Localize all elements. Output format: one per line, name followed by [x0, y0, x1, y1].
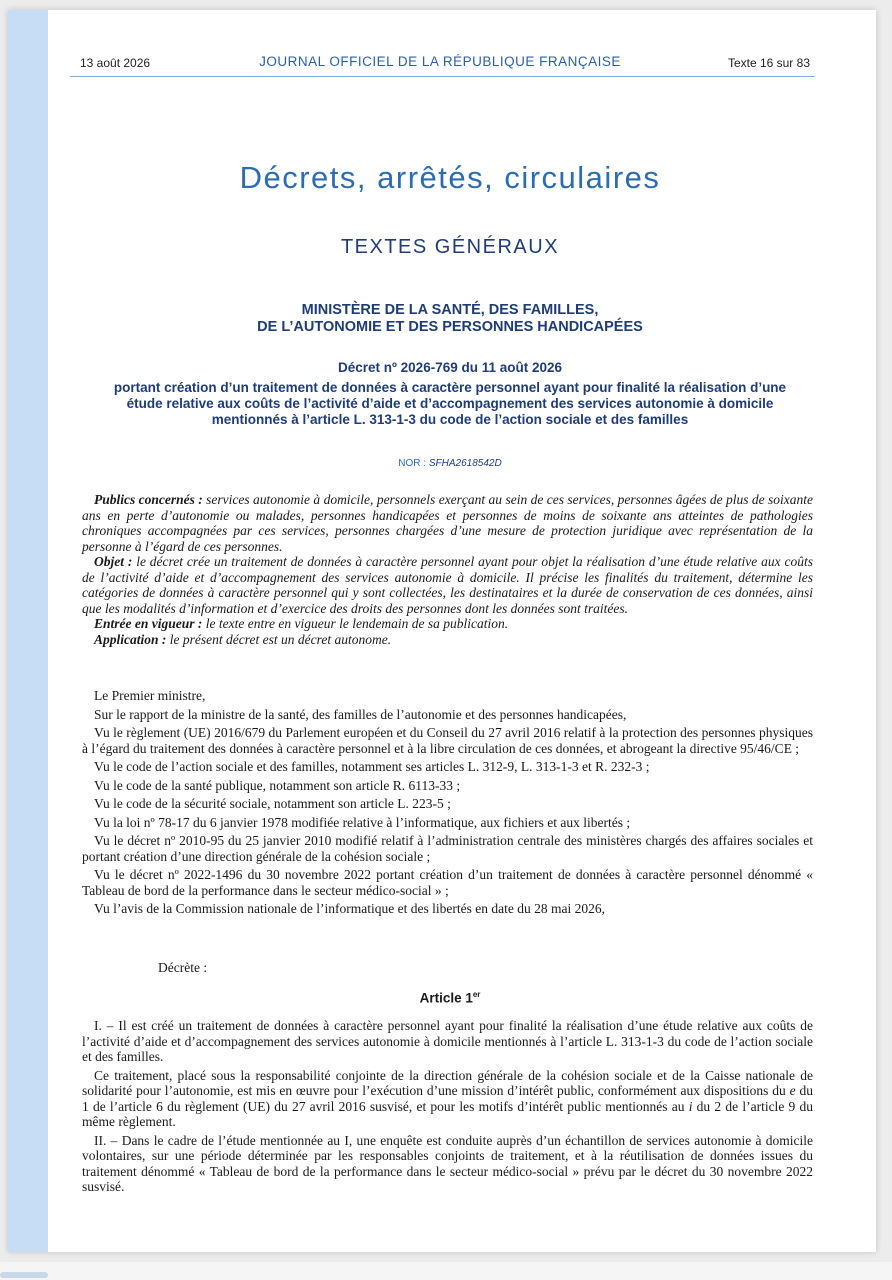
article-heading-sup: er	[472, 990, 481, 999]
header-date: 13 août 2026	[80, 56, 151, 70]
article-p2-part-b: du 1 de l’article 6 du règlement (UE) du 27 avril 2016 susvisé, et pour les motifs d’intérêt public mentionnés au	[82, 1083, 814, 1114]
article-paragraph: I. – Il est créé un traitement de données à caractère personnel ayant pour finalité la réalisation d’une étude relative aux coûts de l’activité d’aide et d’accompagnement des services autonomie à domicile mentionnés à l’article L. 313-1-3 du code de l’action sociale et des familles.	[82, 1018, 813, 1064]
summary-application-text: le présent décret est un décret autonome.	[166, 631, 392, 647]
nor-reference	[60, 458, 840, 469]
decree-title: portant création d’un traitement de données à caractère personnel ayant pour finalité la réalisation d’une étude relative aux coûts de l’activité d’aide et d’accompagnement des services autonomie à domicile mentionnés à l’article L. 313-1-3 du code de l’action sociale et des familles	[113, 380, 787, 427]
ministry-line-2: DE L’AUTONOMIE ET DES PERSONNES HANDICAPÉES	[257, 319, 643, 335]
section-title: TEXTES GÉNÉRAUX	[340, 236, 560, 258]
article-paragraph: II. – Dans le cadre de l’étude mentionnée au I, une enquête est conduite auprès d’un échantillon de services autonomie à domicile volontaires, sur une période déterminée par les responsables conjoints de traitement, et à la réutilisation de données issues du traitement dénommé « Tableau de bord de la performance dans le secteur médico-social » prévu par le décret du 30 novembre 2022 susvisé.	[82, 1132, 813, 1194]
header-journal-title: JOURNAL OFFICIEL DE LA RÉPUBLIQUE FRANÇAISE	[259, 54, 621, 69]
page-header	[70, 52, 810, 74]
ministry-name	[60, 302, 840, 336]
preamble-paragraph: Le Premier ministre,	[94, 688, 206, 703]
summary-entree-label: Entrée en vigueur :	[94, 616, 203, 631]
preamble-paragraph: Vu la loi nº 78-17 du 6 janvier 1978 modifiée relative à l’informatique, aux fichiers et aux libertés ;	[94, 814, 631, 830]
article-p2-letter-i: i	[688, 1098, 693, 1114]
article-p2-part-a: Ce traitement, placé sous la responsabilité conjointe de la direction générale de la cohésion sociale et de la Caisse nationale de solidarité pour l’autonomie, est mis en œuvre pour l’exécution d’une mission d’intérêt public, conformément aux dispositions du	[82, 1067, 813, 1098]
summary-application-label: Application :	[94, 631, 167, 647]
article-heading-text: Article 1	[419, 990, 473, 1006]
preamble-paragraph: Vu le décret nº 2022-1496 du 30 novembre 2022 portant création d’un traitement de données à caractère personnel dénommé « Tableau de bord de la performance dans le secteur médico-social » ;	[82, 867, 813, 898]
article-paragraph	[82, 1068, 813, 1130]
preamble-paragraph: Vu le code de la santé publique, notamment son article R. 6113-33 ;	[94, 777, 461, 793]
summary-publics-label: Publics concernés :	[94, 492, 203, 507]
preamble-paragraph: Vu l’avis de la Commission nationale de l’informatique et des libertés en date du 28 mai 2026,	[94, 901, 605, 916]
preamble-paragraph: Vu le code de l’action sociale et des familles, notamment ses articles L. 312-9, L. 313-1-3 et R. 232-3 ;	[94, 759, 650, 774]
decree-number: Décret nº 2026-769 du 11 août 2026	[337, 360, 563, 375]
nor-label: NOR :	[398, 458, 429, 469]
preamble-paragraph: Vu le règlement (UE) 2016/679 du Parlement européen et du Conseil du 27 avril 2016 relatif à la protection des personnes physiques à l’égard du traitement des données à caractère personnel et à la libre circulation de ces données, et abrogeant la directive 95/46/CE ;	[82, 725, 813, 756]
ministry-line-1: MINISTÈRE DE LA SANTÉ, DES FAMILLES,	[301, 302, 599, 318]
article-p2-part-c: du 2 de l’article 9 du même règlement.	[82, 1098, 813, 1129]
summary-objet	[82, 554, 813, 616]
preamble-paragraph: Vu le décret nº 2010-95 du 25 janvier 2010 modifié relatif à l’administration centrale des ministères chargés des affaires sociales et portant création d’une direction générale de la cohésion sociale ;	[82, 833, 813, 864]
header-text-number: Texte 16 sur 83	[727, 56, 810, 70]
summary-objet-label: Objet :	[94, 554, 133, 569]
page-left-margin-bar	[8, 10, 48, 1252]
article-body	[82, 1018, 813, 1198]
header-divider	[70, 76, 815, 77]
decree-summary	[82, 492, 813, 647]
summary-entree-text: le texte entre en vigueur le lendemain de sa publication.	[202, 616, 509, 631]
preamble-paragraph: Sur le rapport de la ministre de la santé, des familles de l’autonomie et des personnes handicapées,	[94, 706, 627, 722]
summary-application	[82, 632, 813, 648]
summary-publics	[82, 492, 813, 554]
page-title: Décrets, arrêtés, circulaires	[239, 160, 661, 195]
article-heading	[60, 990, 840, 1006]
nor-value: SFHA2618542D	[428, 458, 502, 469]
article-p2-letter-e: e	[789, 1083, 796, 1098]
decrete-label: Décrète :	[158, 960, 208, 975]
summary-objet-text: le décret crée un traitement de données à caractère personnel ayant pour objet la réalisation d’une étude relative aux coûts de l’activité d’aide et d’accompagnement des services autonomie à domicile. Il précise les finalités du traitement, détermine les catégories de données à caractère personnel qui y sont collectées, les destinataires et la durée de conservation de ces données, ainsi que les modalités d’information et d’exercice des droits des personnes dont les données sont traitées.	[82, 554, 813, 616]
preamble-paragraph: Vu le code de la sécurité sociale, notamment son article L. 223-5 ;	[94, 796, 451, 811]
horizontal-scrollbar[interactable]	[0, 1262, 892, 1280]
summary-publics-text: services autonomie à domicile, personnels exerçant au sein de ces services, personnes âgées de plus de soixante ans en perte d’autonomie ou malades, personnes handicapées et personnes de moins de soixante ans atteintes de pathologies chroniques accompagnées par ces services, personnes chargées d’une mesure de protection juridique avec représentation de la personne à l’égard de ces personnes.	[82, 492, 813, 554]
decree-preamble	[82, 688, 813, 920]
summary-entree	[82, 616, 813, 632]
scrollbar-thumb[interactable]	[0, 1272, 48, 1278]
